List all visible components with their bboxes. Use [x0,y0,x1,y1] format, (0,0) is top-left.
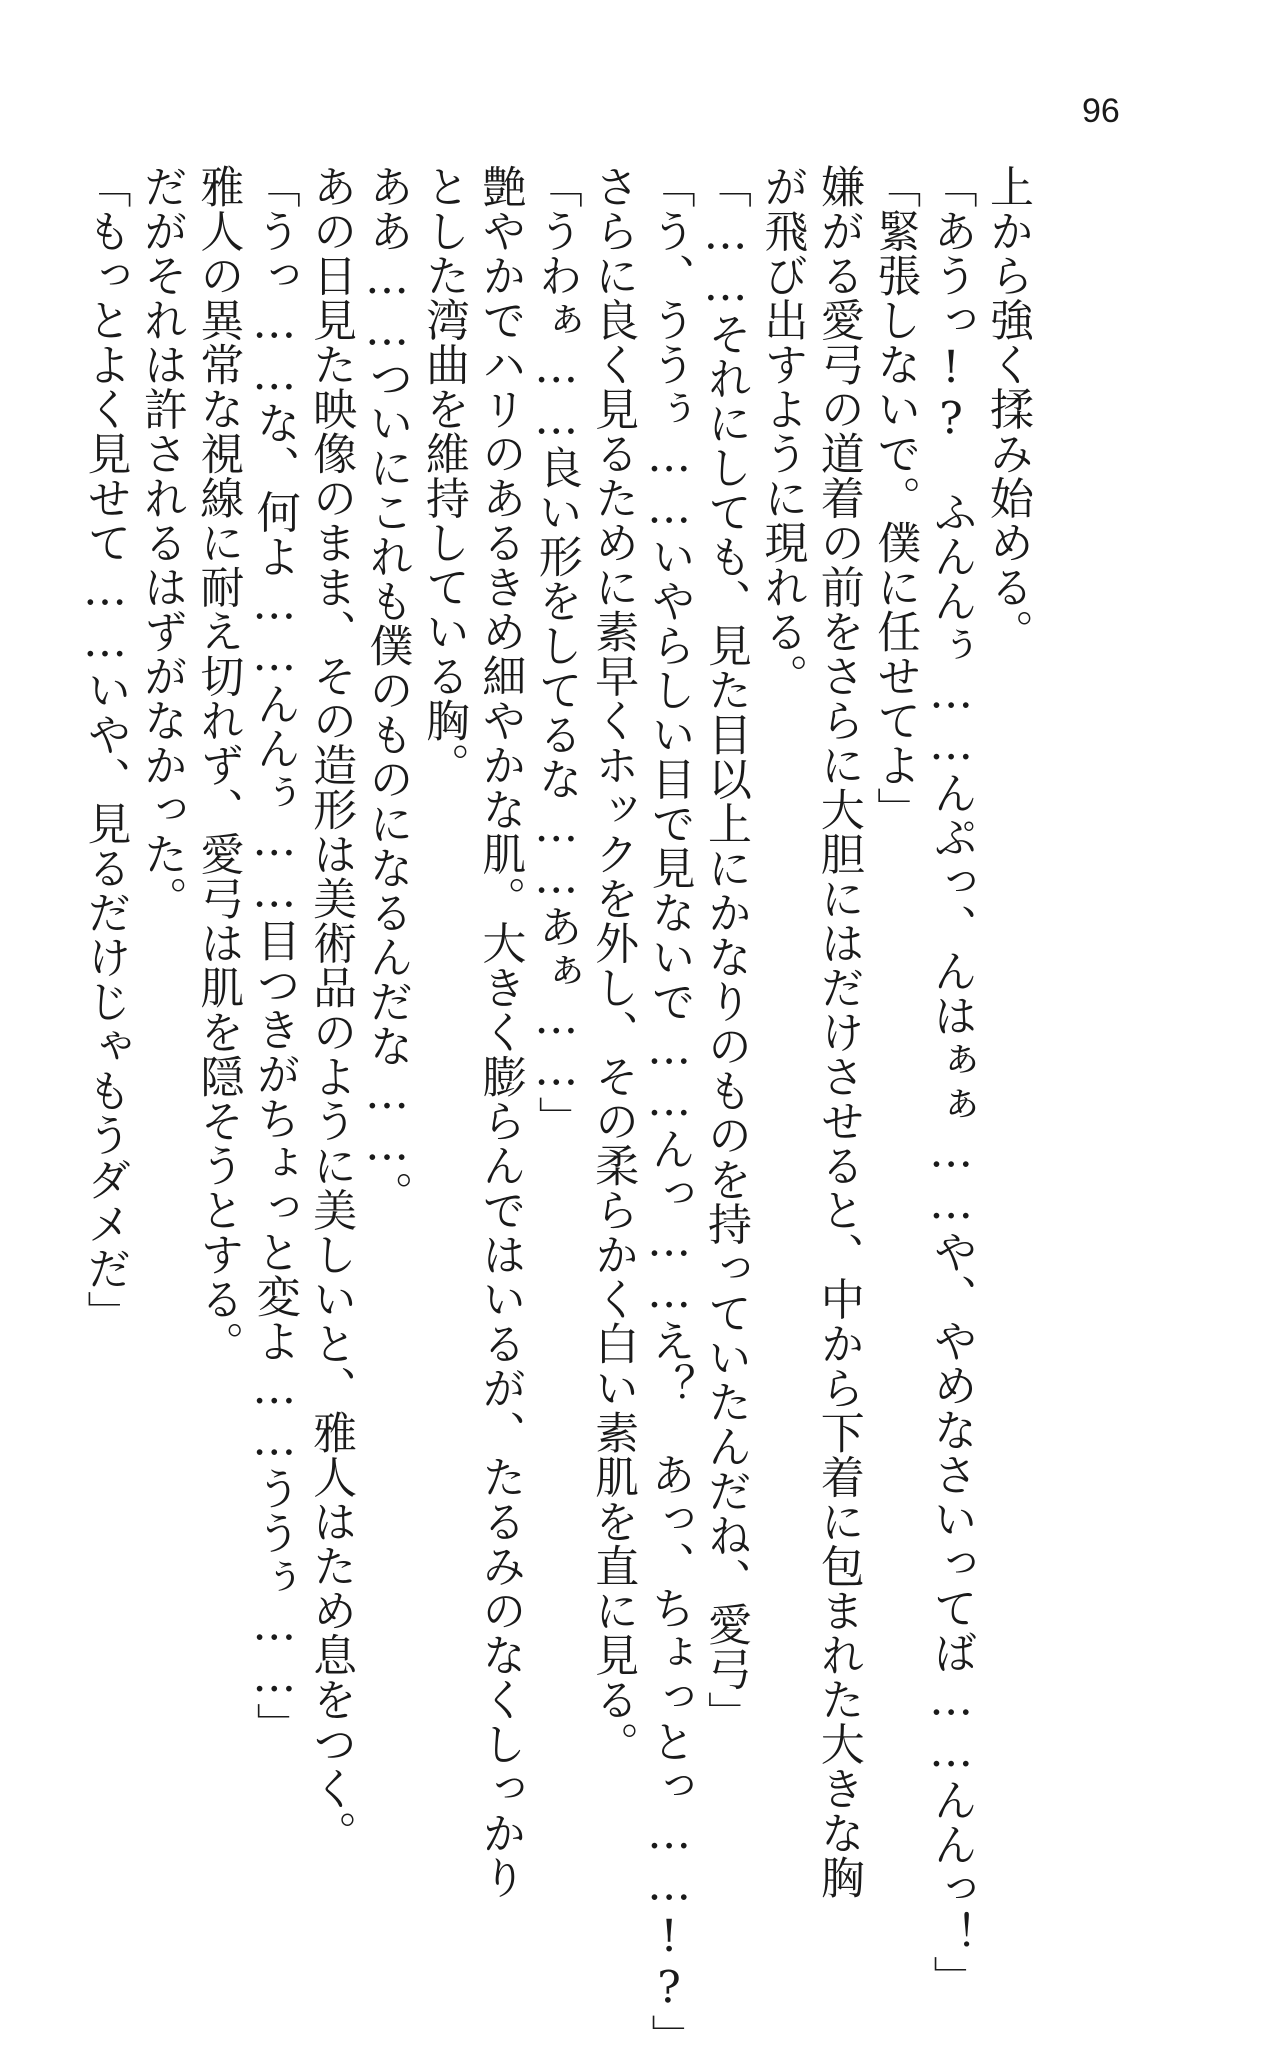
text-line: だがそれは許されるはずがなかった。 [135,164,187,921]
text-line: 「あうっ!? ふんんぅ……んぷっ、んはぁぁ……や、やめなさいってば……んんっ！」 [925,164,977,2000]
text-line: 「うっ……な、何よ……んんぅ……目つきがちょっと変よ……ううぅ……」 [248,164,300,1747]
text-line: 上から強く揉み始める。 [982,164,1033,654]
text-line: 嫌がる愛弓の道着の前をさらに大胆にはだけさせると、中から下着に包まれた大きな胸 [812,164,864,1900]
text-line: さらに良く見るために素早くホックを外し、その柔らかく白い素肌を直に見る。 [587,164,639,1766]
text-line: ああ……ついにこれも僕のものになるんだな……。 [361,164,413,1216]
text-line: が飛び出すように現れる。 [756,164,808,698]
text-line: 艶やかでハリのあるきめ細やかな肌。大きく膨らんではいるが、たるみのなくしっかり [474,164,526,1900]
text-line: とした湾曲を維持している胸。 [417,164,469,787]
text-line: 「うわぁ……良い形をしてるな……あぁ……」 [530,164,582,1141]
page-number: 96 [1082,92,1120,130]
text-line: 雅人の異常な視線に耐え切れず、愛弓は肌を隠そうとする。 [192,164,244,1366]
text-line: あの日見た映像のまま、その造形は美術品のように美しいと、雅人はため息をつく。 [305,164,357,1855]
text-line: 「緊張しないで。僕に任せてよ」 [869,164,921,832]
vertical-text-body [76,164,1035,2059]
text-line: 「もっとよく見せて……いや、見るだけじゃもうダメだ」 [79,164,131,1335]
text-line: 「う、ううぅ……いやらしい目で見ないで……んっ……え？ あっ、ちょっとっ……!?」 [643,164,695,2059]
text-line: 「……それにしても、見た目以上にかなりのものを持っていたんだね、愛弓」 [699,164,751,1736]
